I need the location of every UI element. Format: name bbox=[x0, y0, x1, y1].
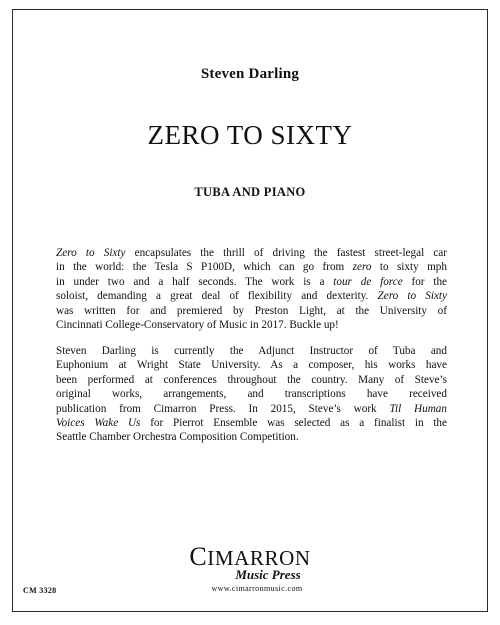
text-line bbox=[56, 318, 447, 332]
text-run: for Pierrot Ensemble was selected as a finalist in the bbox=[140, 417, 447, 430]
publisher-tagline: Music Press bbox=[235, 567, 301, 582]
italic-title: Voices Wake Us bbox=[56, 417, 141, 430]
text-run: original works, arrangements, and transcriptions have received bbox=[56, 388, 447, 401]
text-run: for the bbox=[402, 275, 448, 288]
text-run: Steven Darling is currently the Adjunct Instructor of Tuba and bbox=[56, 345, 447, 357]
text-run: encapsulates the thrill of driving the fastest street-legal car bbox=[125, 247, 447, 259]
text-line bbox=[56, 430, 447, 444]
publisher-initial: C bbox=[189, 542, 208, 571]
text-line bbox=[56, 416, 447, 430]
text-run: Euphonium at Wright State University. As a composer, his works have bbox=[56, 359, 447, 372]
text-run: was written for and premiered by Preston Light, at the University of bbox=[56, 304, 447, 317]
instrumentation: TUBA AND PIANO bbox=[194, 185, 306, 199]
text-run: to sixty mph bbox=[371, 261, 447, 274]
catalog-number: CM 3328 bbox=[23, 586, 57, 595]
text-run: Seattle Chamber Orchestra Composition Competition. bbox=[56, 431, 299, 444]
text-run: in the world: the Tesla S P100D, which can go from bbox=[56, 261, 353, 274]
text-line bbox=[56, 275, 447, 289]
text-line bbox=[56, 402, 447, 416]
program-note bbox=[56, 246, 447, 332]
italic-title: tour de force bbox=[333, 275, 403, 288]
composer-bio bbox=[56, 344, 447, 445]
text-line bbox=[56, 289, 447, 303]
text-run: in under two and a half seconds. The work is a bbox=[56, 275, 334, 288]
score-cover bbox=[12, 9, 488, 612]
publisher-name-rest: IMARRON bbox=[207, 546, 311, 570]
text-line bbox=[56, 304, 447, 318]
text-line bbox=[56, 373, 447, 387]
text-line bbox=[56, 358, 447, 372]
piece-title: ZERO TO SIXTY bbox=[147, 120, 353, 150]
publisher-logo bbox=[13, 542, 487, 593]
text-run: soloist, demanding a great deal of flexibility and dexterity. bbox=[56, 290, 378, 303]
text-line bbox=[56, 246, 447, 260]
italic-title: Til Human bbox=[389, 402, 447, 415]
text-run: been performed at conferences throughout the country. Many of Steve’s bbox=[56, 373, 447, 386]
publisher-name bbox=[13, 542, 487, 571]
text-run: Cincinnati College-Conservatory of Music in 2017. Buckle up! bbox=[56, 319, 339, 332]
publisher-url: www.cimarronmusic.com bbox=[211, 584, 303, 593]
italic-title: Zero to Sixty bbox=[377, 290, 447, 303]
text-run: publication from Cimarron Press. In 2015, Steve’s work bbox=[56, 402, 390, 415]
text-line bbox=[56, 344, 447, 358]
text-line bbox=[56, 260, 447, 274]
italic-title: zero bbox=[352, 261, 372, 274]
text-line bbox=[56, 387, 447, 401]
composer-name: Steven Darling bbox=[200, 66, 300, 82]
italic-title: Zero to Sixty bbox=[56, 247, 126, 259]
